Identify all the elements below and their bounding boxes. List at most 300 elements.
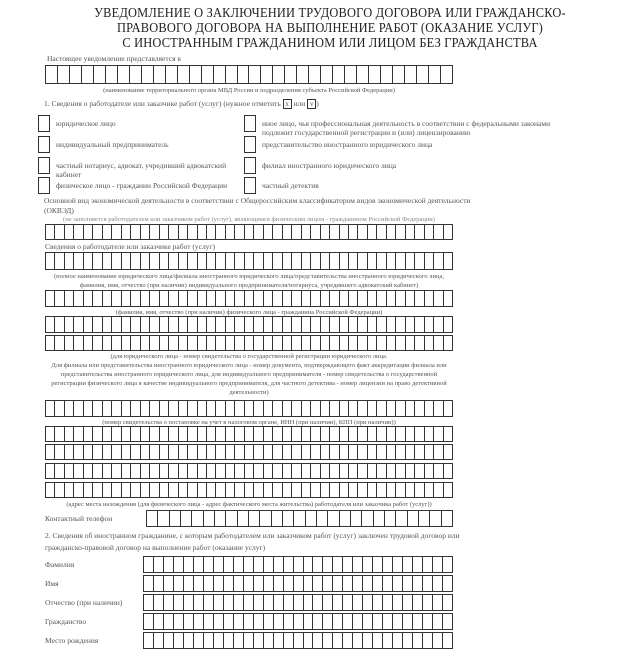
char-cell[interactable] bbox=[194, 594, 204, 611]
char-cell[interactable] bbox=[330, 335, 339, 351]
char-cell[interactable] bbox=[154, 65, 166, 84]
char-cell[interactable] bbox=[188, 316, 197, 333]
char-cell[interactable] bbox=[368, 463, 377, 479]
char-cell[interactable] bbox=[254, 335, 263, 351]
char-cell[interactable] bbox=[284, 632, 294, 649]
char-cell[interactable] bbox=[207, 252, 216, 270]
char-cell[interactable] bbox=[122, 252, 131, 270]
char-cell[interactable] bbox=[425, 252, 434, 270]
char-cell[interactable] bbox=[226, 510, 237, 527]
char-cell[interactable] bbox=[330, 463, 339, 479]
char-cell[interactable] bbox=[249, 65, 261, 84]
char-cell[interactable] bbox=[74, 444, 83, 460]
char-cell[interactable] bbox=[425, 482, 434, 498]
char-cell[interactable] bbox=[369, 65, 381, 84]
employer-name-field[interactable] bbox=[45, 252, 453, 270]
char-cell[interactable] bbox=[368, 316, 377, 333]
char-cell[interactable] bbox=[273, 290, 282, 307]
char-cell[interactable] bbox=[294, 556, 304, 573]
char-cell[interactable] bbox=[150, 463, 159, 479]
char-cell[interactable] bbox=[434, 290, 443, 307]
char-cell[interactable] bbox=[84, 316, 93, 333]
char-cell[interactable] bbox=[204, 594, 214, 611]
char-cell[interactable] bbox=[311, 444, 320, 460]
char-cell[interactable] bbox=[235, 400, 244, 417]
char-cell[interactable] bbox=[235, 444, 244, 460]
char-cell[interactable] bbox=[330, 252, 339, 270]
char-cell[interactable] bbox=[283, 252, 292, 270]
char-cell[interactable] bbox=[46, 426, 55, 442]
char-cell[interactable] bbox=[264, 575, 274, 592]
char-cell[interactable] bbox=[112, 463, 121, 479]
char-cell[interactable] bbox=[216, 252, 225, 270]
char-cell[interactable] bbox=[406, 224, 415, 240]
char-cell[interactable] bbox=[214, 65, 226, 84]
char-cell[interactable] bbox=[181, 510, 192, 527]
person-field-input-0[interactable] bbox=[143, 556, 453, 573]
char-cell[interactable] bbox=[122, 444, 131, 460]
char-cell[interactable] bbox=[340, 224, 349, 240]
char-cell[interactable] bbox=[238, 510, 249, 527]
char-cell[interactable] bbox=[74, 426, 83, 442]
char-cell[interactable] bbox=[444, 252, 453, 270]
char-cell[interactable] bbox=[349, 224, 358, 240]
char-cell[interactable] bbox=[304, 575, 314, 592]
char-cell[interactable] bbox=[353, 632, 363, 649]
char-cell[interactable] bbox=[160, 224, 169, 240]
char-cell[interactable] bbox=[65, 400, 74, 417]
char-cell[interactable] bbox=[254, 482, 263, 498]
ogrn-field[interactable] bbox=[45, 400, 453, 417]
char-cell[interactable] bbox=[226, 463, 235, 479]
char-cell[interactable] bbox=[396, 335, 405, 351]
char-cell[interactable] bbox=[302, 252, 311, 270]
char-cell[interactable] bbox=[234, 613, 244, 630]
employer-fio-field-2[interactable] bbox=[45, 335, 453, 351]
char-cell[interactable] bbox=[330, 400, 339, 417]
char-cell[interactable] bbox=[65, 482, 74, 498]
char-cell[interactable] bbox=[403, 632, 413, 649]
char-cell[interactable] bbox=[131, 335, 140, 351]
char-cell[interactable] bbox=[154, 575, 164, 592]
address-field-1[interactable] bbox=[45, 444, 453, 460]
char-cell[interactable] bbox=[383, 556, 393, 573]
char-cell[interactable] bbox=[284, 556, 294, 573]
char-cell[interactable] bbox=[144, 613, 154, 630]
char-cell[interactable] bbox=[283, 400, 292, 417]
char-cell[interactable] bbox=[179, 335, 188, 351]
char-cell[interactable] bbox=[93, 463, 102, 479]
char-cell[interactable] bbox=[150, 224, 159, 240]
char-cell[interactable] bbox=[131, 224, 140, 240]
char-cell[interactable] bbox=[190, 65, 202, 84]
char-cell[interactable] bbox=[425, 463, 434, 479]
char-cell[interactable] bbox=[198, 482, 207, 498]
char-cell[interactable] bbox=[333, 556, 343, 573]
char-cell[interactable] bbox=[368, 482, 377, 498]
employer-type-checkbox-right-1[interactable] bbox=[244, 136, 256, 153]
char-cell[interactable] bbox=[423, 613, 433, 630]
employer-type-checkbox-right-2[interactable] bbox=[244, 157, 256, 174]
char-cell[interactable] bbox=[160, 252, 169, 270]
char-cell[interactable] bbox=[403, 613, 413, 630]
char-cell[interactable] bbox=[112, 316, 121, 333]
char-cell[interactable] bbox=[141, 444, 150, 460]
char-cell[interactable] bbox=[330, 444, 339, 460]
char-cell[interactable] bbox=[387, 290, 396, 307]
char-cell[interactable] bbox=[343, 632, 353, 649]
char-cell[interactable] bbox=[122, 290, 131, 307]
char-cell[interactable] bbox=[377, 400, 386, 417]
char-cell[interactable] bbox=[368, 252, 377, 270]
char-cell[interactable] bbox=[292, 224, 301, 240]
char-cell[interactable] bbox=[340, 335, 349, 351]
char-cell[interactable] bbox=[425, 400, 434, 417]
char-cell[interactable] bbox=[387, 224, 396, 240]
char-cell[interactable] bbox=[46, 400, 55, 417]
char-cell[interactable] bbox=[405, 65, 417, 84]
char-cell[interactable] bbox=[169, 463, 178, 479]
char-cell[interactable] bbox=[65, 426, 74, 442]
person-field-input-4[interactable] bbox=[143, 632, 453, 649]
char-cell[interactable] bbox=[433, 594, 443, 611]
char-cell[interactable] bbox=[358, 335, 367, 351]
char-cell[interactable] bbox=[333, 594, 343, 611]
char-cell[interactable] bbox=[235, 290, 244, 307]
char-cell[interactable] bbox=[353, 594, 363, 611]
char-cell[interactable] bbox=[93, 482, 102, 498]
char-cell[interactable] bbox=[207, 463, 216, 479]
char-cell[interactable] bbox=[207, 400, 216, 417]
char-cell[interactable] bbox=[112, 290, 121, 307]
employer-type-checkbox-left-1[interactable] bbox=[38, 136, 50, 153]
char-cell[interactable] bbox=[313, 632, 323, 649]
char-cell[interactable] bbox=[396, 316, 405, 333]
char-cell[interactable] bbox=[93, 335, 102, 351]
char-cell[interactable] bbox=[202, 65, 214, 84]
char-cell[interactable] bbox=[160, 316, 169, 333]
char-cell[interactable] bbox=[131, 444, 140, 460]
char-cell[interactable] bbox=[150, 290, 159, 307]
char-cell[interactable] bbox=[415, 400, 424, 417]
char-cell[interactable] bbox=[122, 335, 131, 351]
char-cell[interactable] bbox=[425, 444, 434, 460]
char-cell[interactable] bbox=[363, 613, 373, 630]
char-cell[interactable] bbox=[264, 316, 273, 333]
char-cell[interactable] bbox=[396, 252, 405, 270]
char-cell[interactable] bbox=[443, 594, 453, 611]
char-cell[interactable] bbox=[311, 224, 320, 240]
char-cell[interactable] bbox=[393, 556, 403, 573]
char-cell[interactable] bbox=[174, 575, 184, 592]
char-cell[interactable] bbox=[358, 252, 367, 270]
char-cell[interactable] bbox=[321, 426, 330, 442]
char-cell[interactable] bbox=[302, 335, 311, 351]
char-cell[interactable] bbox=[284, 575, 294, 592]
char-cell[interactable] bbox=[430, 510, 441, 527]
char-cell[interactable] bbox=[273, 400, 282, 417]
phone-field[interactable] bbox=[146, 510, 453, 527]
char-cell[interactable] bbox=[340, 426, 349, 442]
char-cell[interactable] bbox=[408, 510, 419, 527]
char-cell[interactable] bbox=[55, 224, 64, 240]
char-cell[interactable] bbox=[122, 482, 131, 498]
char-cell[interactable] bbox=[444, 426, 453, 442]
char-cell[interactable] bbox=[330, 426, 339, 442]
char-cell[interactable] bbox=[144, 632, 154, 649]
char-cell[interactable] bbox=[216, 444, 225, 460]
char-cell[interactable] bbox=[311, 252, 320, 270]
authority-field[interactable] bbox=[45, 65, 453, 84]
char-cell[interactable] bbox=[144, 575, 154, 592]
char-cell[interactable] bbox=[292, 252, 301, 270]
char-cell[interactable] bbox=[413, 594, 423, 611]
char-cell[interactable] bbox=[150, 400, 159, 417]
char-cell[interactable] bbox=[321, 224, 330, 240]
char-cell[interactable] bbox=[264, 224, 273, 240]
char-cell[interactable] bbox=[188, 252, 197, 270]
char-cell[interactable] bbox=[377, 316, 386, 333]
char-cell[interactable] bbox=[363, 594, 373, 611]
char-cell[interactable] bbox=[292, 482, 301, 498]
char-cell[interactable] bbox=[429, 65, 441, 84]
char-cell[interactable] bbox=[351, 510, 362, 527]
char-cell[interactable] bbox=[214, 632, 224, 649]
char-cell[interactable] bbox=[368, 335, 377, 351]
char-cell[interactable] bbox=[194, 613, 204, 630]
char-cell[interactable] bbox=[214, 594, 224, 611]
char-cell[interactable] bbox=[433, 613, 443, 630]
char-cell[interactable] bbox=[103, 316, 112, 333]
char-cell[interactable] bbox=[84, 444, 93, 460]
char-cell[interactable] bbox=[169, 482, 178, 498]
char-cell[interactable] bbox=[46, 316, 55, 333]
char-cell[interactable] bbox=[444, 444, 453, 460]
char-cell[interactable] bbox=[150, 316, 159, 333]
char-cell[interactable] bbox=[433, 632, 443, 649]
char-cell[interactable] bbox=[434, 482, 443, 498]
char-cell[interactable] bbox=[82, 65, 94, 84]
char-cell[interactable] bbox=[244, 594, 254, 611]
char-cell[interactable] bbox=[406, 482, 415, 498]
char-cell[interactable] bbox=[214, 575, 224, 592]
char-cell[interactable] bbox=[302, 224, 311, 240]
char-cell[interactable] bbox=[377, 444, 386, 460]
char-cell[interactable] bbox=[122, 463, 131, 479]
char-cell[interactable] bbox=[194, 556, 204, 573]
char-cell[interactable] bbox=[254, 463, 263, 479]
char-cell[interactable] bbox=[216, 316, 225, 333]
char-cell[interactable] bbox=[214, 556, 224, 573]
char-cell[interactable] bbox=[444, 290, 453, 307]
char-cell[interactable] bbox=[131, 316, 140, 333]
char-cell[interactable] bbox=[235, 252, 244, 270]
char-cell[interactable] bbox=[357, 65, 369, 84]
char-cell[interactable] bbox=[292, 426, 301, 442]
char-cell[interactable] bbox=[198, 316, 207, 333]
char-cell[interactable] bbox=[254, 224, 263, 240]
char-cell[interactable] bbox=[264, 400, 273, 417]
char-cell[interactable] bbox=[283, 335, 292, 351]
char-cell[interactable] bbox=[273, 65, 285, 84]
char-cell[interactable] bbox=[154, 613, 164, 630]
char-cell[interactable] bbox=[166, 65, 178, 84]
char-cell[interactable] bbox=[381, 65, 393, 84]
char-cell[interactable] bbox=[103, 426, 112, 442]
char-cell[interactable] bbox=[93, 252, 102, 270]
char-cell[interactable] bbox=[396, 444, 405, 460]
char-cell[interactable] bbox=[55, 400, 64, 417]
char-cell[interactable] bbox=[226, 224, 235, 240]
char-cell[interactable] bbox=[234, 575, 244, 592]
char-cell[interactable] bbox=[198, 444, 207, 460]
char-cell[interactable] bbox=[285, 65, 297, 84]
char-cell[interactable] bbox=[216, 426, 225, 442]
char-cell[interactable] bbox=[264, 252, 273, 270]
char-cell[interactable] bbox=[84, 463, 93, 479]
char-cell[interactable] bbox=[214, 613, 224, 630]
char-cell[interactable] bbox=[425, 316, 434, 333]
char-cell[interactable] bbox=[368, 426, 377, 442]
char-cell[interactable] bbox=[55, 482, 64, 498]
char-cell[interactable] bbox=[368, 224, 377, 240]
char-cell[interactable] bbox=[264, 426, 273, 442]
char-cell[interactable] bbox=[345, 65, 357, 84]
char-cell[interactable] bbox=[323, 575, 333, 592]
char-cell[interactable] bbox=[415, 224, 424, 240]
char-cell[interactable] bbox=[235, 426, 244, 442]
char-cell[interactable] bbox=[160, 482, 169, 498]
char-cell[interactable] bbox=[55, 426, 64, 442]
char-cell[interactable] bbox=[363, 632, 373, 649]
char-cell[interactable] bbox=[304, 594, 314, 611]
char-cell[interactable] bbox=[349, 482, 358, 498]
char-cell[interactable] bbox=[328, 510, 339, 527]
char-cell[interactable] bbox=[179, 463, 188, 479]
char-cell[interactable] bbox=[387, 316, 396, 333]
char-cell[interactable] bbox=[244, 575, 254, 592]
char-cell[interactable] bbox=[198, 252, 207, 270]
char-cell[interactable] bbox=[393, 594, 403, 611]
char-cell[interactable] bbox=[306, 510, 317, 527]
char-cell[interactable] bbox=[343, 594, 353, 611]
char-cell[interactable] bbox=[169, 400, 178, 417]
char-cell[interactable] bbox=[122, 426, 131, 442]
char-cell[interactable] bbox=[321, 252, 330, 270]
char-cell[interactable] bbox=[188, 335, 197, 351]
char-cell[interactable] bbox=[93, 426, 102, 442]
char-cell[interactable] bbox=[433, 575, 443, 592]
char-cell[interactable] bbox=[169, 316, 178, 333]
char-cell[interactable] bbox=[340, 510, 351, 527]
char-cell[interactable] bbox=[444, 400, 453, 417]
char-cell[interactable] bbox=[179, 290, 188, 307]
char-cell[interactable] bbox=[169, 224, 178, 240]
char-cell[interactable] bbox=[317, 510, 328, 527]
char-cell[interactable] bbox=[274, 613, 284, 630]
char-cell[interactable] bbox=[330, 224, 339, 240]
char-cell[interactable] bbox=[273, 426, 282, 442]
char-cell[interactable] bbox=[254, 400, 263, 417]
char-cell[interactable] bbox=[443, 613, 453, 630]
char-cell[interactable] bbox=[434, 224, 443, 240]
char-cell[interactable] bbox=[174, 613, 184, 630]
char-cell[interactable] bbox=[383, 613, 393, 630]
char-cell[interactable] bbox=[112, 444, 121, 460]
char-cell[interactable] bbox=[207, 335, 216, 351]
char-cell[interactable] bbox=[204, 632, 214, 649]
char-cell[interactable] bbox=[204, 575, 214, 592]
char-cell[interactable] bbox=[321, 65, 333, 84]
char-cell[interactable] bbox=[294, 632, 304, 649]
char-cell[interactable] bbox=[93, 400, 102, 417]
char-cell[interactable] bbox=[362, 510, 373, 527]
char-cell[interactable] bbox=[198, 426, 207, 442]
char-cell[interactable] bbox=[349, 444, 358, 460]
char-cell[interactable] bbox=[377, 252, 386, 270]
char-cell[interactable] bbox=[244, 613, 254, 630]
char-cell[interactable] bbox=[160, 463, 169, 479]
char-cell[interactable] bbox=[216, 224, 225, 240]
char-cell[interactable] bbox=[373, 632, 383, 649]
char-cell[interactable] bbox=[174, 594, 184, 611]
char-cell[interactable] bbox=[46, 252, 55, 270]
char-cell[interactable] bbox=[377, 463, 386, 479]
char-cell[interactable] bbox=[226, 482, 235, 498]
char-cell[interactable] bbox=[169, 290, 178, 307]
char-cell[interactable] bbox=[403, 575, 413, 592]
char-cell[interactable] bbox=[396, 290, 405, 307]
char-cell[interactable] bbox=[403, 594, 413, 611]
char-cell[interactable] bbox=[160, 400, 169, 417]
char-cell[interactable] bbox=[283, 463, 292, 479]
char-cell[interactable] bbox=[179, 426, 188, 442]
char-cell[interactable] bbox=[311, 316, 320, 333]
char-cell[interactable] bbox=[84, 252, 93, 270]
char-cell[interactable] bbox=[406, 444, 415, 460]
employer-type-checkbox-right-0[interactable] bbox=[244, 115, 256, 132]
char-cell[interactable] bbox=[169, 426, 178, 442]
char-cell[interactable] bbox=[377, 482, 386, 498]
char-cell[interactable] bbox=[368, 400, 377, 417]
char-cell[interactable] bbox=[112, 335, 121, 351]
employer-type-checkbox-left-2[interactable] bbox=[38, 157, 50, 174]
char-cell[interactable] bbox=[74, 290, 83, 307]
char-cell[interactable] bbox=[415, 290, 424, 307]
char-cell[interactable] bbox=[358, 463, 367, 479]
char-cell[interactable] bbox=[396, 482, 405, 498]
char-cell[interactable] bbox=[283, 224, 292, 240]
char-cell[interactable] bbox=[358, 316, 367, 333]
char-cell[interactable] bbox=[160, 444, 169, 460]
char-cell[interactable] bbox=[443, 575, 453, 592]
char-cell[interactable] bbox=[234, 556, 244, 573]
char-cell[interactable] bbox=[444, 335, 453, 351]
char-cell[interactable] bbox=[343, 575, 353, 592]
char-cell[interactable] bbox=[131, 290, 140, 307]
char-cell[interactable] bbox=[204, 510, 215, 527]
char-cell[interactable] bbox=[340, 482, 349, 498]
employer-type-checkbox-left-0[interactable] bbox=[38, 115, 50, 132]
char-cell[interactable] bbox=[122, 224, 131, 240]
char-cell[interactable] bbox=[84, 426, 93, 442]
char-cell[interactable] bbox=[373, 613, 383, 630]
char-cell[interactable] bbox=[164, 594, 174, 611]
char-cell[interactable] bbox=[131, 400, 140, 417]
char-cell[interactable] bbox=[297, 65, 309, 84]
char-cell[interactable] bbox=[122, 400, 131, 417]
char-cell[interactable] bbox=[425, 426, 434, 442]
